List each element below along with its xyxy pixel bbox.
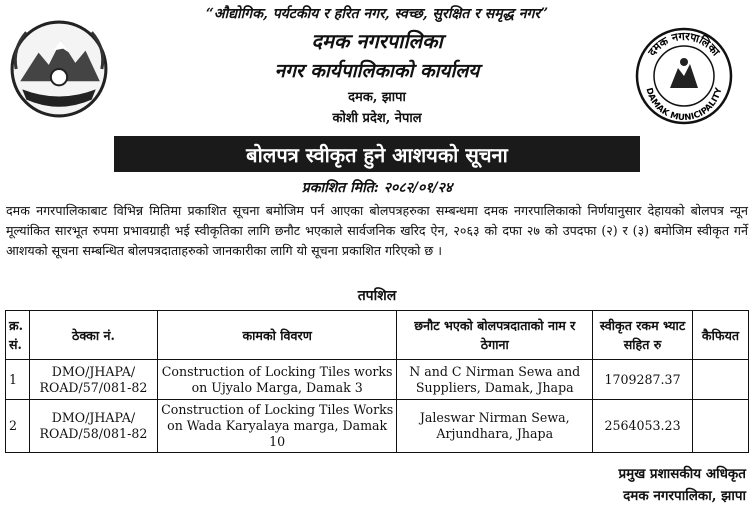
office-name: नगर कार्यपालिकाको कार्यालय — [274, 60, 480, 82]
cell-sn: 1 — [6, 360, 30, 400]
address-line-2: कोशी प्रदेश, नेपाल — [332, 111, 422, 126]
cell-contract-no: DMO/JHAPA/ ROAD/57/081-82 — [29, 360, 157, 400]
cell-bidder: Jaleswar Nirman Sewa, Arjundhara, Jhapa — [397, 400, 593, 453]
notice-title-banner — [114, 136, 640, 172]
cell-sn: 2 — [6, 400, 30, 453]
header-work-desc: कामको विवरण — [157, 311, 397, 360]
cell-amount: 2564053.23 — [593, 400, 693, 453]
header-remarks: कैफियत — [693, 311, 749, 360]
cell-contract-no: DMO/JHAPA/ ROAD/58/081-82 — [29, 400, 157, 453]
cell-amount: 1709287.37 — [593, 360, 693, 400]
header-contract-no: ठेक्का नं. — [29, 311, 157, 360]
org-name: दमक नगरपालिका — [311, 29, 443, 53]
signatory-title: प्रमुख प्रशासकीय अधिकृत — [618, 466, 746, 482]
table-row — [6, 400, 749, 453]
svg-text:दमक नगरपालिका: दमक नगरपालिका — [645, 29, 723, 59]
schedule-label: तपशिल — [357, 288, 397, 304]
published-date: प्रकाशित मिति: २०८२/०१/२४ — [301, 180, 453, 196]
header-sn: क्र. सं. — [6, 311, 30, 360]
cell-work-desc: Construction of Locking Tiles works on Ujyalo Marga, Damak 3 — [157, 360, 397, 400]
cell-remarks — [693, 360, 749, 400]
cell-work-desc: Construction of Locking Tiles Works on Wada Karyalaya marga, Damak 10 — [157, 400, 397, 453]
bid-acceptance-table — [5, 310, 749, 453]
slogan: “औद्योगिक, पर्यटकीय र हरित नगर, स्वच्छ, सुरक्षित र समृद्ध नगर” — [205, 6, 549, 22]
signatory-org: दमक नगरपालिका, झापा — [623, 488, 746, 504]
notice-title: बोलपत्र स्वीकृत हुने आशयको सूचना — [246, 142, 508, 167]
notice-body: दमक नगरपालिकाबाट विभिन्न मितिमा प्रकाशित सूचना बमोजिम पर्न आएका बोलपत्रहरुका सम्बन्धमा दमक नगरपालिकाको निर्णयानुसार देहायको बोलपत्र न्यून मूल्यांकित सारभूत रुपमा प्रभावग्राही भई स्वीकृतिका लागि छनौट भएकाले सार्वजनिक खरिद ऐन, २०६३ को दफा २७ को उपदफा (२) र (३) बमोजिम स्वीकृत गर्ने आशयको सूचना सम्बन्धित बोलपत्रदाताहरुको जानकारीका लागि यो सूचना प्रकाशित गरिएको छ । — [6, 203, 748, 258]
table-row — [6, 360, 749, 400]
address-line-1: दमक, झापा — [348, 90, 406, 105]
cell-bidder: N and C Nirman Sewa and Suppliers, Damak, Jhapa — [397, 360, 593, 400]
cell-remarks — [693, 400, 749, 453]
table-header-row — [6, 311, 749, 360]
header-amount: स्वीकृत रकम भ्याट सहित रु — [593, 311, 693, 360]
header-bidder: छनौट भएको बोलपत्रदाताको नाम र ठेगाना — [397, 311, 593, 360]
svg-text:DAMAK MUNICIPALITY: DAMAK MUNICIPALITY — [643, 86, 725, 124]
